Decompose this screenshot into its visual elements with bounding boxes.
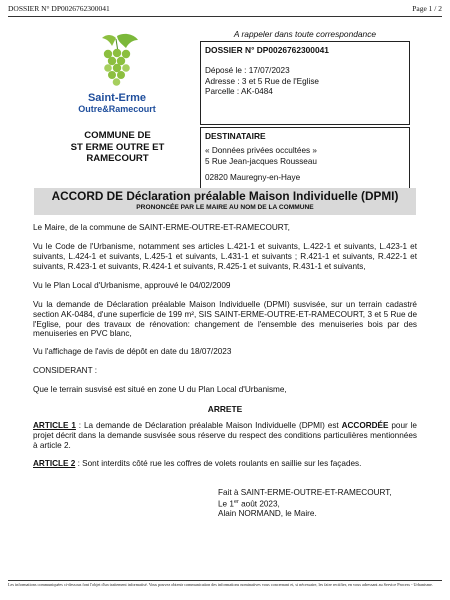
article-2-label: ARTICLE 2 (33, 459, 76, 468)
recipient-name: « Données privées occultées » (205, 145, 317, 155)
signature-date-prefix: Le 1 (218, 499, 234, 509)
commune-line-1: COMMUNE DE (84, 130, 151, 141)
decision-subtitle: PRONONCÉE PAR LE MAIRE AU NOM DE LA COMMUNE (136, 204, 314, 211)
signature-date (218, 498, 418, 509)
recipient-box-title: DESTINATAIRE (205, 131, 266, 141)
dossier-parcel: Parcelle : AK-0484 (205, 87, 273, 97)
correspondence-reminder: A rappeler dans toute correspondance (233, 29, 377, 39)
logo-text-line2: Outre&Ramecourt (78, 104, 156, 114)
commune-line-3: RAMECOURT (86, 153, 149, 164)
mayor-statement: Le Maire, de la commune de SAINT-ERME-OUTRE-ET-RAMECOURT, (33, 223, 290, 232)
posting-clause: Vu l'affichage de l'avis de dépôt en date du 18/07/2023 (33, 347, 232, 356)
dossier-deposit-date: Déposé le : 17/07/2023 (205, 65, 290, 75)
article-2 (33, 459, 417, 469)
page-header (8, 4, 442, 16)
recipient-street: 5 Rue Jean-jacques Rousseau (205, 156, 317, 166)
article-1-text-b: pour le projet décrit dans la demande susvisée sous réserve du respect des conditions particulières mentionnées à article 2. (33, 421, 417, 450)
signature-block (218, 488, 418, 519)
commune-logo (72, 30, 162, 120)
signature-name: Alain NORMAND, le Maire. (218, 508, 317, 518)
dossier-info-box (200, 41, 410, 125)
grape-leaf-icon (102, 34, 138, 52)
urbanism-code-clause: Vu le Code de l'Urbanisme, notamment ses articles L.421-1 et suivants, L.422-1 et suivants, L.423-1 et suivants, L.424-1 et suivants, L.425-1 et suivants, L.431-1 et suivants ; R.421-1 et suivants, R.422-1 et suivants, R.423-1 et suivants, R.424-1 et suivants, R.425-1 et suivants, R.431-1 et suivants, (33, 242, 417, 271)
header-page-number: Page 1 / 2 (412, 4, 442, 13)
arrete-heading: ARRETE (207, 404, 243, 414)
article-2-text: : Sont interdits côté rue les coffres de volets roulants en saillie sur les façades. (75, 459, 362, 468)
header-divider (8, 16, 442, 17)
decision-title: ACCORD DE Déclaration préalable Maison Individuelle (DPMI) (51, 189, 399, 203)
plu-clause: Vu le Plan Local d'Urbanisme, approuvé le 04/02/2009 (33, 281, 231, 290)
grape-cluster-icon (104, 49, 130, 86)
dossier-address: Adresse : 3 et 5 Rue de l'Eglise (205, 76, 319, 86)
decision-title-bar (34, 188, 416, 215)
zone-clause: Que le terrain susvisé est situé en zone U du Plan Local d'Urbanisme, (33, 385, 287, 394)
signature-date-sup: er (233, 498, 239, 505)
article-1-text-a: : La demande de Déclaration préalable Maison Individuelle (DPMI) est (75, 421, 342, 430)
signature-date-suffix: août 2023, (238, 499, 280, 509)
commune-line-2: ST ERME OUTRE ET (70, 141, 165, 153)
footer-divider (8, 580, 442, 581)
privacy-footer: Les informations communiquées ci-dessous font l'objet d'un traitement informatisé. Vous pouvez obtenir communication des informations nominatives vous concernant et, si nécessaire, les faire rectifier, en vous adressant au Service Process - Urbanisme. (8, 582, 433, 587)
header-dossier-ref: DOSSIER N° DP0026762300041 (8, 4, 110, 13)
article-1-accorded: ACCORDÉE (341, 421, 389, 430)
logo-text-line1: Saint-Erme (87, 92, 147, 104)
request-clause: Vu la demande de Déclaration préalable Maison Individuelle (DPMI) susvisée, sur un terrain cadastré section AK-0484, d'une superficie de 199 m², SIS SAINT-ERME-OUTRE-ET-RAMECOURT, 3 et 5 Rue de l'Eglise, pour des travaux de rénovation: changement de l'ensemble des menuiseries bois par des menuiseries en PVC blanc, (33, 300, 417, 339)
article-1 (33, 421, 417, 450)
dossier-box-title: DOSSIER N° DP0026762300041 (205, 45, 329, 55)
considerant-heading: CONSIDERANT : (33, 366, 97, 375)
recipient-box (200, 127, 410, 191)
article-1-label: ARTICLE 1 (33, 421, 76, 430)
signature-place: Fait à SAINT-ERME-OUTRE-ET-RAMECOURT, (218, 488, 392, 497)
recipient-city: 02820 Mauregny-en-Haye (205, 173, 301, 183)
commune-name (40, 130, 195, 165)
